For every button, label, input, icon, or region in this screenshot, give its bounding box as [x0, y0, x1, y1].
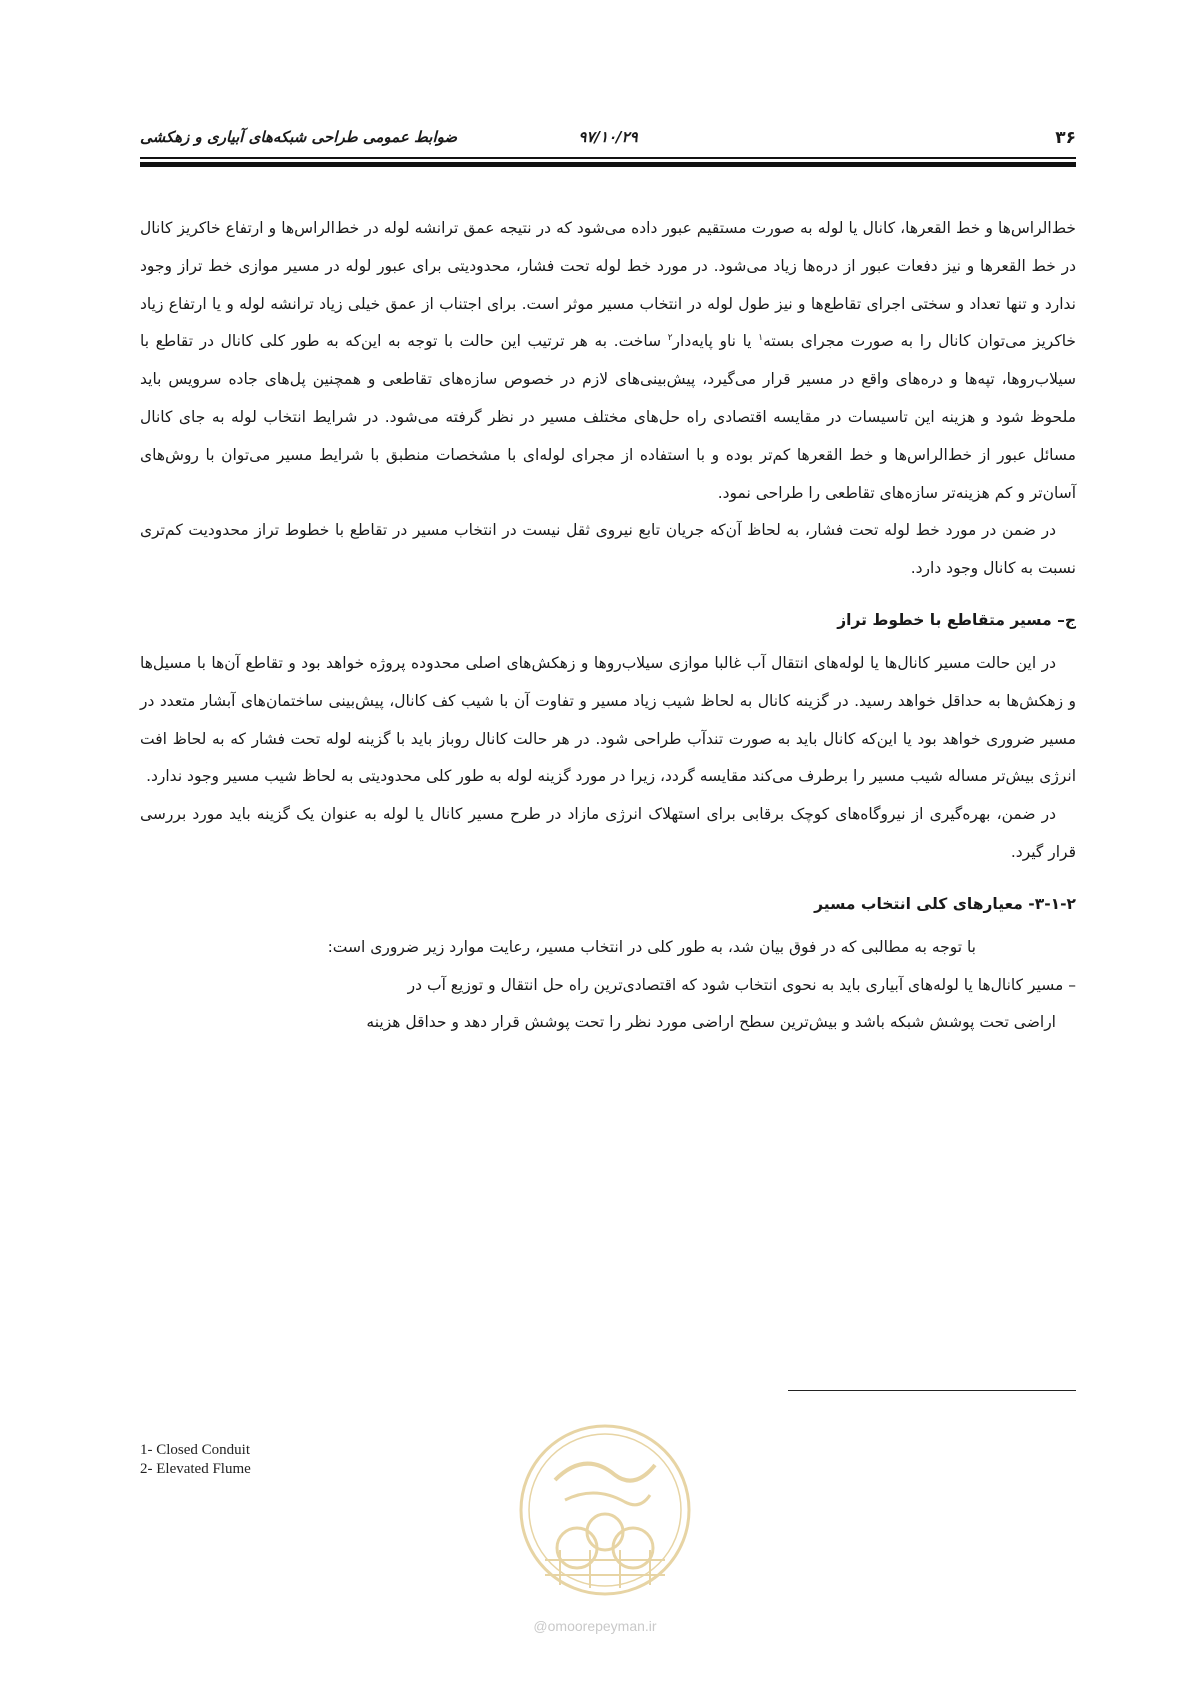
footnote-ref-1[interactable]: ۱ [758, 333, 764, 344]
footnote-1: 1- Closed Conduit [140, 1442, 251, 1458]
header-title: ضوابط عمومی طراحی شبکه‌های آبیاری و زهکشی [140, 128, 458, 146]
document-body [140, 210, 1076, 1042]
paragraph-1-part-a: خط‌الراس‌ها و خط القعرها، کانال یا لوله به صورت مستقیم عبور داده می‌شود که در نتیجه عمق ترانشه لوله در خط‌الراس‌ها و ارتفاع خاکریز کانال در خط القعرها و نیز دفعات عبور از دره‌ها زیاد می‌شود. در مورد خط لوله تحت فشار، محدودیتی برای عبور لوله در مسیر موازی خط تراز وجود ندارد و تنها تعداد و سختی اجرای تقاطع‌ها و نیز طول لوله در انتخاب مسیر موثر است. برای اجتناب از عمق خیلی زیاد ترانشه لوله و یا ارتفاع زیاد خاکریز می‌توان کانال را به صورت مجرای بسته [140, 219, 1077, 351]
paragraph-1-part-c: ساخت. به هر ترتیب این حالت با توجه به این‌که به طور کلی کانال در تقاطع با سیلاب‌روها، تپه‌ها و دره‌های واقع در مسیر قرار می‌گیرد، پیش‌بینی‌های لازم در خصوص سازه‌های تقاطعی و همچنین پل‌های جاده سرویس باید ملحوظ شود و هزینه این تاسیسات در مقایسه اقتصادی راه حل‌های مختلف مسیر در نظر گرفته می‌شود. در شرایط انتخاب لوله به جای کانال مسائل عبور از خط‌الراس‌ها و خط القعرها کم‌تر بوده و با استفاده از مجرای لوله‌ای با مشخصات منطبق با شرایط مسیر می‌توان با روش‌های آسان‌تر و کم هزینه‌تر سازه‌های تقاطعی را طراحی نمود. [140, 332, 1076, 502]
header-rule-thick [140, 162, 1076, 167]
watermark-logo [515, 1420, 695, 1600]
footnote-rule [788, 1390, 1076, 1391]
bullet-item-1: – مسیر کانال‌ها یا لوله‌های آبیاری باید به نحوی انتخاب شود که اقتصادی‌ترین راه حل انتقال و توزیع آب در [407, 975, 1076, 994]
header-rule-thin [140, 157, 1076, 159]
paragraph-5: با توجه به مطالبی که در فوق بیان شد، به طور کلی در انتخاب مسیر، رعایت موارد زیر ضروری است: [327, 937, 976, 956]
footnotes [140, 1441, 251, 1479]
footnote-ref-2[interactable]: ۲ [667, 333, 673, 344]
section-heading-c: ج– مسیر متقاطع با خطوط تراز [837, 610, 1076, 629]
paragraph-4: در ضمن، بهره‌گیری از نیروگاه‌های کوچک برقابی برای استهلاک انرژی مازاد در طرح مسیر کانال یا لوله به عنوان یک گزینه باید مورد بررسی قرار گیرد. [140, 805, 1076, 861]
paragraph-1 [140, 210, 1076, 512]
section-heading-3-1-2: ۳-۱-۲- معیارهای کلی انتخاب مسیر [814, 894, 1076, 913]
paragraph-1-part-b: یا ناو پایه‌دار [672, 332, 759, 351]
paragraph-2: در ضمن در مورد خط لوله تحت فشار، به لحاظ آن‌که جریان تابع نیروی ثقل نیست در انتخاب مسیر در تقاطع با خطوط تراز محدودیت کم‌تری نسبت به کانال وجود دارد. [140, 521, 1076, 578]
page-header [140, 128, 1076, 152]
footnote-2: 2- Elevated Flume [140, 1461, 251, 1477]
header-date: ۹۷/۱۰/۲۹ [578, 128, 638, 146]
page-number: ۳۶ [1055, 128, 1076, 148]
paragraph-3: در این حالت مسیر کانال‌ها یا لوله‌های انتقال آب غالبا موازی سیلاب‌روها و زهکش‌های اصلی محدوده پروژه خواهد بود و تقاطع آن‌ها با مسیل‌ها و زهکش‌ها به حداقل خواهد رسید. در گزینه کانال به لحاظ شیب زیاد مسیر و تفاوت آن با شیب کف کانال، پیش‌بینی ساختمان‌های آبشار متعدد در مسیر ضروری خواهد بود یا این‌که کانال باید به صورت تندآب طراحی شود. در هر حالت کانال روباز باید با گزینه لوله تحت فشار که به لحاظ افت انرژی بیش‌تر مساله شیب مسیر را برطرف می‌کند مقایسه گردد، زیرا در مورد گزینه لوله به طور کلی محدودیتی به لحاظ شیب مسیر وجود ندارد. [140, 653, 1076, 786]
bullet-item-1-continued: اراضی تحت پوشش شبکه باشد و بیش‌ترین سطح اراضی مورد نظر را تحت پوشش قرار دهد و حداقل هزینه [366, 1013, 1056, 1032]
watermark-text: @omoorepeyman.ir [533, 1618, 657, 1634]
